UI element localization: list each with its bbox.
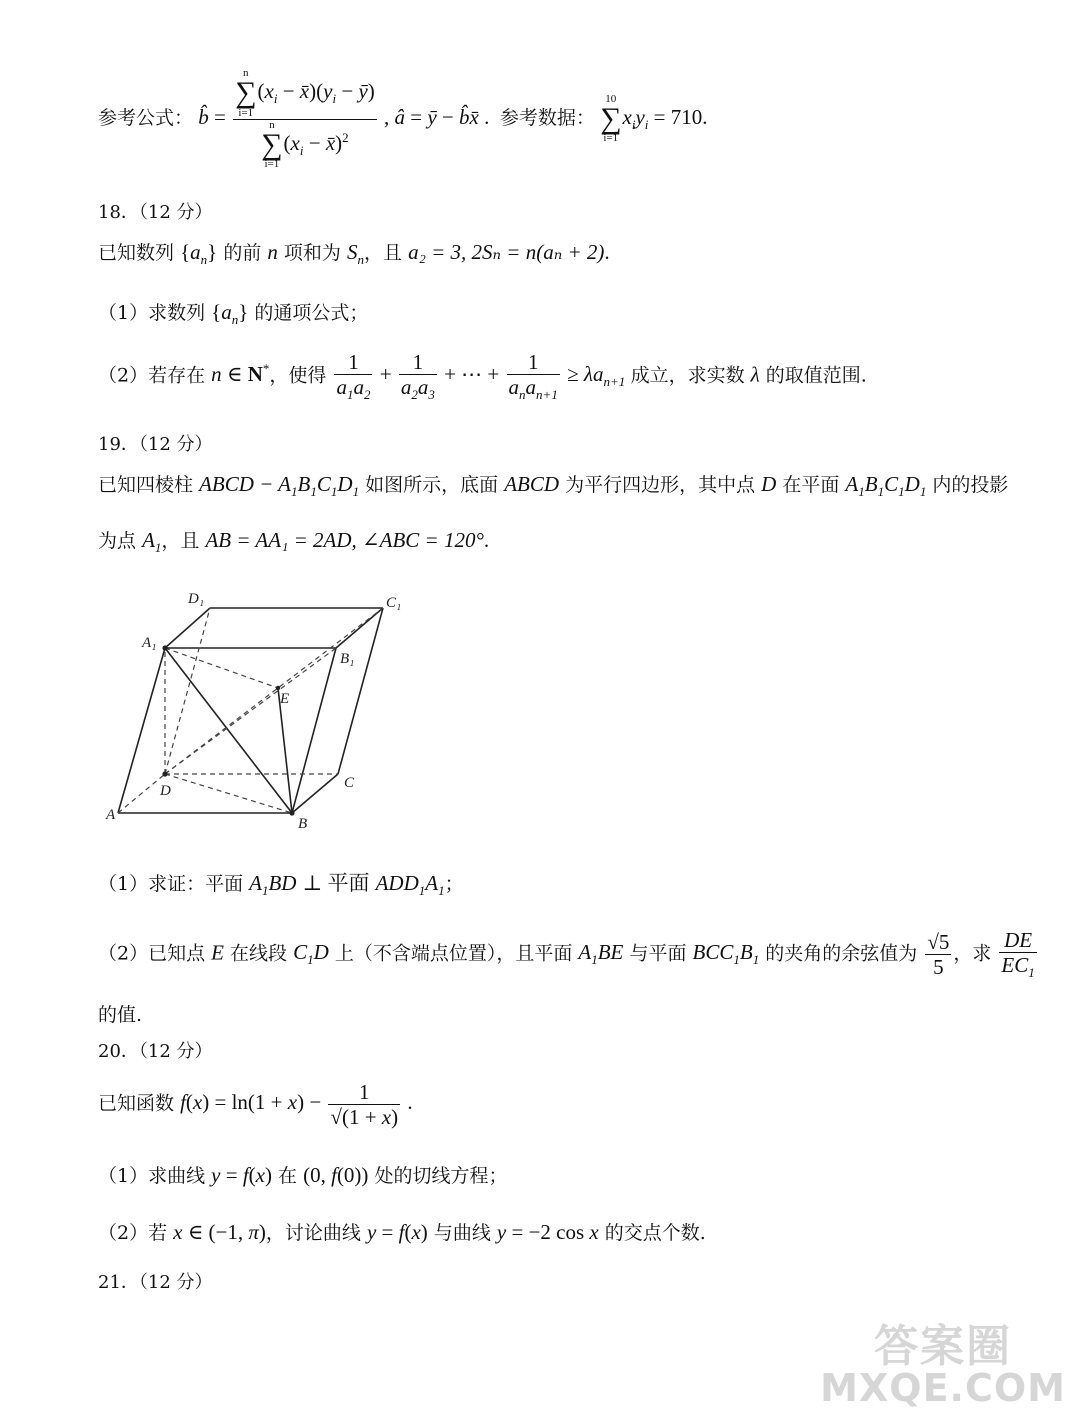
q18-condition: a₂ = 3, 2Sₙ = n(aₙ + 2) (408, 240, 605, 264)
q20-header: 20．（12 分） (98, 1041, 213, 1062)
q20-stem: 已知函数 f(x) = ln(1 + x) − $\frac{1}{√(1 + x)}$ . (98, 1080, 413, 1130)
label-a: A (106, 807, 116, 823)
reference-formula-line: 参考公式： b̂ = n ∑ i=1 ($x_i$ − $x̄)(y_i$ − ȳ) n ∑ i=1 ($x_i$ − x̄)$^2$ , â = ȳ − b̂x̄ . 参考数据： 10 ∑ i=1 $x_iy_i = 710$. (98, 67, 708, 170)
edge-b-c (292, 774, 338, 813)
q18-stem: 已知数列 $\{a_n\}$ 的前 n 项和为 $S_n$，且 a₂ = 3, 2Sₙ = n(aₙ + 2). (98, 240, 610, 268)
edge-b-b1 (292, 648, 336, 813)
q19-header: 19．（12 分） (98, 434, 213, 455)
segment-d-b (165, 774, 292, 813)
q19-stem-line2: 为点 $A_1$，且 AB = AA₁ = 2AD, ∠ABC = 120°. (98, 528, 490, 556)
label-e: E (280, 691, 290, 707)
formula-separator: . (484, 104, 490, 129)
label-d1: D₁ (188, 591, 205, 607)
q20-part1: （1）求曲线 y = f(x) 在 (0, f(0)) 处的切线方程； (98, 1163, 508, 1187)
q21-header: 21．（12 分） (98, 1272, 213, 1293)
b-hat-symbol: b̂ (198, 104, 209, 129)
q20-part2: （2）若 x ∈ (−1, π)，讨论曲线 y = f(x) 与曲线 y = −2 cos x 的交点个数. (98, 1220, 706, 1244)
edge-a1-d1 (165, 608, 210, 648)
data-value: = 710 (653, 104, 703, 129)
segment-d-b1 (165, 648, 336, 774)
q19-stem-line1: 已知四棱柱 ABCD − $A_1B_1C_1D_1$ 如图所示，底面 ABCD 为平行四边形，其中点 D 在平面 $A_1B_1C_1D_1$ 内的投影 (98, 472, 1009, 500)
watermark-logo: 答案圈 MXQE.COM (820, 1321, 1066, 1411)
label-c: C (344, 775, 355, 791)
q18-part1: （1）求数列 $\{a_n\}$ 的通项公式； (98, 300, 369, 328)
q19-condition: AB = AA₁ = 2AD, ∠ABC = 120° (205, 528, 484, 552)
label-a1: A₁ (142, 635, 157, 651)
q19-part1: （1）求证：平面 $A_1BD$ ⊥ 平面 $ADD_1A_1$； (98, 871, 464, 899)
q18-part2: （2）若存在 n ∈ N*，使得 $\frac{1}{a_1a_2}$ + $\frac{1}{a_2a_3}$ + ⋯ + $\frac{1}{a_na_{n+1}}$ ≥ $\lambda a_{n+1}$ 成立，求实数 λ 的取值范围. (98, 350, 867, 403)
label-b: B (298, 816, 308, 832)
label-b1: B₁ (340, 651, 355, 667)
q19-part2-end: 的值. (98, 1004, 143, 1026)
edge-a-d (118, 774, 165, 813)
label-c1: C₁ (386, 595, 402, 611)
segment-a1-b (165, 648, 292, 813)
regression-fraction: n ∑ i=1 ($x_i$ − $x̄)(y_i$ − ȳ) n ∑ i=1 ($x_i$ − x̄)$^2$ (235, 67, 375, 170)
edge-d-d1 (165, 608, 210, 774)
segment-a1-e (165, 648, 278, 688)
q18-header: 18．（12 分） (98, 202, 213, 223)
label-d: D (160, 783, 171, 799)
formula-label: 参考公式： (98, 106, 194, 129)
edge-c-c1 (338, 608, 383, 774)
q19-part2: （2）已知点 E 在线段 $C_1D$ 上（不含端点位置），且平面 $A_1BE$ 与平面 $BCC_1B_1$ 的夹角的余弦值为 $\frac{√5}{5}$ ，求 $\frac{DE}{EC_1}$ (98, 928, 1035, 981)
edge-a-a1 (118, 648, 165, 813)
data-label: 参考数据： (499, 106, 595, 129)
prism-figure (100, 585, 430, 835)
